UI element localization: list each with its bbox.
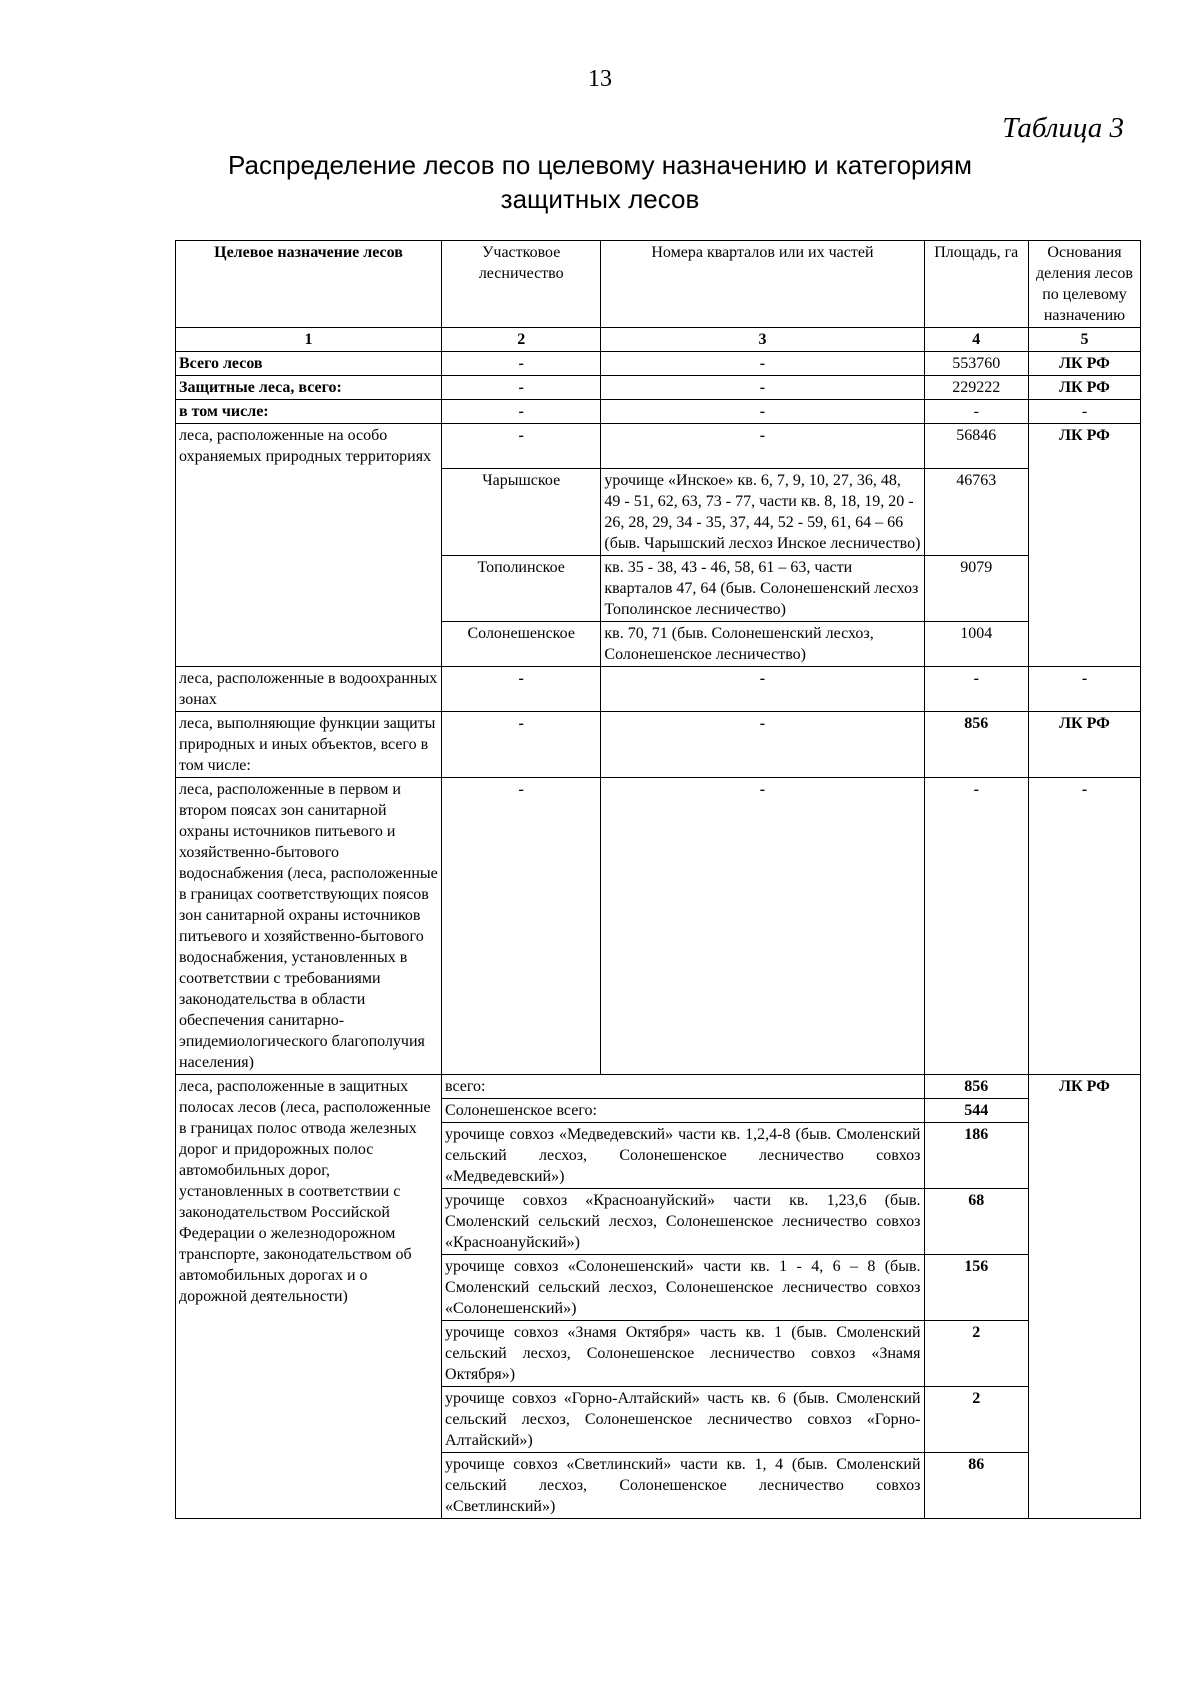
dash-cell: - bbox=[1028, 400, 1140, 424]
empty-cell bbox=[176, 468, 442, 555]
dash-cell: - bbox=[442, 424, 601, 469]
dash-cell: - bbox=[601, 777, 924, 1074]
quarters-cell: кв. 70, 71 (быв. Солонешенский лесхоз, Солонешенское лесничество) bbox=[601, 621, 924, 666]
quarters-cell: урочище совхоз «Красноануйский» части кв. 1,23,6 (быв. Смоленский сельский лесхоз, Солонешенское лесничество совхоз «Красноануйский») bbox=[442, 1188, 924, 1254]
header-area: Площадь, га bbox=[924, 241, 1028, 328]
header-row bbox=[176, 241, 1141, 328]
column-numbers-row bbox=[176, 328, 1141, 352]
quarters-cell: всего: bbox=[442, 1074, 924, 1098]
area-cell: 1004 bbox=[924, 621, 1028, 666]
dash-cell: - bbox=[601, 376, 924, 400]
table-row bbox=[176, 777, 1141, 1074]
basis-cell: ЛК РФ bbox=[1028, 376, 1140, 400]
area-cell: 56846 bbox=[924, 424, 1028, 469]
table-row bbox=[176, 1074, 1141, 1098]
dash-cell: - bbox=[601, 400, 924, 424]
basis-cell: ЛК РФ bbox=[1028, 424, 1140, 469]
table-row bbox=[176, 666, 1141, 711]
dash-cell: - bbox=[442, 400, 601, 424]
header-quarters: Номера кварталов или их частей bbox=[601, 241, 924, 328]
table-label: Таблица 3 bbox=[1002, 112, 1124, 144]
forestry-cell: Солонешенское bbox=[442, 621, 601, 666]
table-row bbox=[176, 468, 1141, 555]
basis-cell: ЛК РФ bbox=[1028, 1074, 1140, 1518]
dash-cell: - bbox=[924, 400, 1028, 424]
area-cell: 544 bbox=[924, 1098, 1028, 1122]
dash-cell: - bbox=[1028, 666, 1140, 711]
quarters-cell: урочище совхоз «Медведевский» части кв. 1,2,4-8 (быв. Смоленский сельский лесхоз, Солонешенское лесничество совхоз «Медведевский») bbox=[442, 1122, 924, 1188]
row-label: Всего лесов bbox=[176, 352, 442, 376]
dash-cell: - bbox=[442, 666, 601, 711]
area-cell: 68 bbox=[924, 1188, 1028, 1254]
empty-cell bbox=[176, 555, 442, 621]
dash-cell: - bbox=[442, 352, 601, 376]
empty-cell bbox=[1028, 621, 1140, 666]
column-number: 3 bbox=[601, 328, 924, 352]
area-cell: 2 bbox=[924, 1386, 1028, 1452]
empty-cell bbox=[1028, 468, 1140, 555]
forest-distribution-table bbox=[175, 240, 1141, 1519]
area-cell: 856 bbox=[924, 1074, 1028, 1098]
basis-cell: ЛК РФ bbox=[1028, 352, 1140, 376]
table-row bbox=[176, 400, 1141, 424]
header-forestry: Участковое лесничество bbox=[442, 241, 601, 328]
dash-cell: - bbox=[442, 777, 601, 1074]
dash-cell: - bbox=[601, 424, 924, 469]
quarters-cell: урочище совхоз «Горно-Алтайский» часть кв. 6 (быв. Смоленский сельский лесхоз, Солонешенское лесничество совхоз «Горно-Алтайский») bbox=[442, 1386, 924, 1452]
dash-cell: - bbox=[601, 352, 924, 376]
title-line-2: защитных лесов bbox=[500, 184, 700, 214]
row-label: леса, выполняющие функции защиты природных и иных объектов, всего в том числе: bbox=[176, 711, 442, 777]
dash-cell: - bbox=[442, 376, 601, 400]
table-row bbox=[176, 352, 1141, 376]
table-row bbox=[176, 711, 1141, 777]
table-row bbox=[176, 621, 1141, 666]
area-cell: 86 bbox=[924, 1452, 1028, 1518]
header-purpose: Целевое назначение лесов bbox=[176, 241, 442, 328]
table-row bbox=[176, 555, 1141, 621]
row-label: леса, расположенные в первом и втором поясах зон санитарной охраны источников питьевого и хозяйственно-бытового водоснабжения (леса, расположенные в границах соответствующих поясов зон санитарной охраны источников питьевого и хозяйственно-бытового водоснабжения, установленных в соответствии с требованиями законодательства в области обеспечения санитарно-эпидемиологического благополучия населения) bbox=[176, 777, 442, 1074]
column-number: 5 bbox=[1028, 328, 1140, 352]
basis-cell: ЛК РФ bbox=[1028, 711, 1140, 777]
table-row bbox=[176, 376, 1141, 400]
quarters-cell: урочище совхоз «Солонешенский» части кв. 1 - 4, 6 – 8 (быв. Смоленский сельский лесхоз, Солонешенское лесничество совхоз «Солонешенский») bbox=[442, 1254, 924, 1320]
quarters-cell: урочище «Инское» кв. 6, 7, 9, 10, 27, 36, 48, 49 - 51, 62, 63, 73 - 77, части кв. 8, 18, 19, 20 - 26, 28, 29, 34 - 35, 37, 44, 52 - 59, 61, 64 – 66 (быв. Чарышский лесхоз Инское лесничество) bbox=[601, 468, 924, 555]
dash-cell: - bbox=[601, 711, 924, 777]
dash-cell: - bbox=[924, 666, 1028, 711]
dash-cell: - bbox=[1028, 777, 1140, 1074]
header-basis: Основания деления лесов по целевому назначению bbox=[1028, 241, 1140, 328]
title-line-1: Распределение лесов по целевому назначению и категориям bbox=[228, 150, 972, 180]
dash-cell: - bbox=[601, 666, 924, 711]
row-label: в том числе: bbox=[176, 400, 442, 424]
forestry-cell: Тополинское bbox=[442, 555, 601, 621]
area-cell: 553760 bbox=[924, 352, 1028, 376]
quarters-cell: урочище совхоз «Знамя Октября» часть кв. 1 (быв. Смоленский сельский лесхоз, Солонешенское лесничество совхоз «Знамя Октября») bbox=[442, 1320, 924, 1386]
row-label: леса, расположенные в водоохранных зонах bbox=[176, 666, 442, 711]
column-number: 2 bbox=[442, 328, 601, 352]
quarters-cell: кв. 35 - 38, 43 - 46, 58, 61 – 63, части кварталов 47, 64 (быв. Солонешенский лесхоз Тополинское лесничество) bbox=[601, 555, 924, 621]
row-label: леса, расположенные на особо охраняемых природных территориях bbox=[176, 424, 442, 469]
page-number: 13 bbox=[588, 66, 612, 92]
empty-cell bbox=[176, 621, 442, 666]
forestry-cell: Чарышское bbox=[442, 468, 601, 555]
area-cell: 156 bbox=[924, 1254, 1028, 1320]
area-cell: 46763 bbox=[924, 468, 1028, 555]
area-cell: 856 bbox=[924, 711, 1028, 777]
area-cell: 9079 bbox=[924, 555, 1028, 621]
area-cell: 229222 bbox=[924, 376, 1028, 400]
empty-cell bbox=[1028, 555, 1140, 621]
area-cell: 186 bbox=[924, 1122, 1028, 1188]
row-label: леса, расположенные в защитных полосах лесов (леса, расположенные в границах полос отвода железных дорог и придорожных полос автомобильных дорог, установленных в соответствии с законодательством Российской Федерации о железнодорожном транспорте, законодательством об автомобильных дорогах и о дорожной деятельности) bbox=[176, 1074, 442, 1518]
area-cell: 2 bbox=[924, 1320, 1028, 1386]
column-number: 4 bbox=[924, 328, 1028, 352]
row-label: Защитные леса, всего: bbox=[176, 376, 442, 400]
quarters-cell: Солонешенское всего: bbox=[442, 1098, 924, 1122]
dash-cell: - bbox=[924, 777, 1028, 1074]
quarters-cell: урочище совхоз «Светлинский» части кв. 1, 4 (быв. Смоленский сельский лесхоз, Солонешенское лесничество совхоз «Светлинский») bbox=[442, 1452, 924, 1518]
table-row bbox=[176, 424, 1141, 469]
document-title bbox=[150, 148, 1050, 216]
column-number: 1 bbox=[176, 328, 442, 352]
dash-cell: - bbox=[442, 711, 601, 777]
